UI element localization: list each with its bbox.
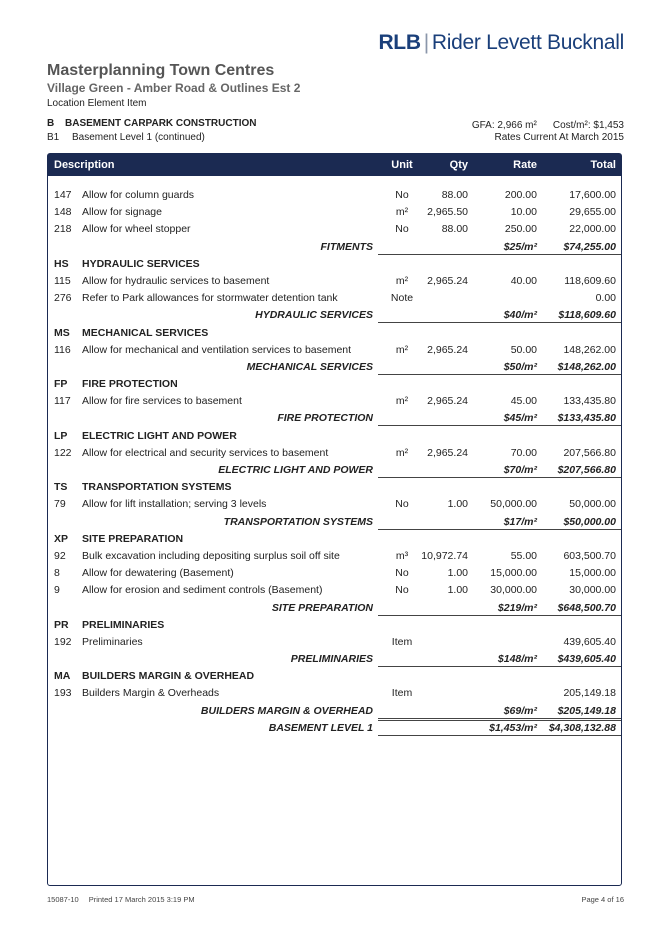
item-code: 122: [54, 446, 72, 459]
item-total: 50,000.00: [569, 498, 616, 511]
group-code: XP: [54, 532, 69, 545]
subtotal-total: $118,609.60: [558, 309, 616, 322]
item-rate: 50,000.00: [490, 498, 537, 511]
item-rate: 40.00: [510, 274, 537, 287]
subtotal-total: $205,149.18: [557, 704, 616, 717]
item-description: Allow for fire services to basement: [82, 395, 242, 408]
item-unit: Item: [391, 687, 413, 700]
table-row: [48, 634, 621, 651]
group-title: SITE PREPARATION: [82, 532, 184, 545]
subsection-heading: [47, 132, 205, 143]
item-rate: 10.00: [510, 206, 537, 219]
group-title: BUILDERS MARGIN & OVERHEAD: [82, 670, 255, 683]
col-description: Description: [54, 159, 115, 171]
item-description: Allow for erosion and sediment controls (Basement): [82, 584, 323, 597]
col-total: Total: [590, 159, 616, 171]
item-code: 276: [54, 292, 72, 305]
subtotal-label: PRELIMINARIES: [290, 653, 373, 666]
subtotal-rate: $69/m²: [503, 704, 537, 717]
item-qty: 10,972.74: [421, 549, 468, 562]
item-total: 133,435.80: [563, 395, 616, 408]
item-code: 148: [54, 206, 72, 219]
subtotal-rate: $50/m²: [503, 360, 537, 373]
table-row: [48, 393, 621, 410]
table-row: [48, 496, 621, 513]
item-description: Allow for column guards: [82, 189, 195, 201]
subtotal-rate: $25/m²: [503, 240, 537, 253]
table-row: [48, 445, 621, 462]
item-code: 115: [54, 274, 71, 287]
group-title: FIRE PROTECTION: [82, 378, 178, 391]
item-code: 92: [54, 549, 66, 562]
rates-current: Rates Current At March 2015: [494, 132, 624, 143]
subtotal-rule: [378, 718, 621, 719]
cost-per-m2: Cost/m²: $1,453: [552, 120, 624, 131]
page-subtitle: Village Green - Amber Road & Outlines Est 2: [47, 81, 301, 95]
subtotal-row: [48, 651, 621, 668]
item-total: 22,000.00: [569, 223, 616, 236]
item-code: 79: [54, 498, 66, 511]
item-qty: 2,965.24: [427, 274, 468, 287]
section-code: B: [47, 118, 55, 129]
section-heading: [47, 118, 256, 129]
group-code: TS: [54, 481, 68, 494]
item-total: 439,605.40: [563, 635, 616, 648]
subtotal-row: [48, 514, 621, 531]
group-code: MA: [54, 670, 71, 683]
item-rate: 200.00: [504, 189, 537, 201]
item-unit: No: [395, 567, 409, 580]
item-description: Allow for hydraulic services to basement: [82, 274, 270, 287]
group-code: HS: [54, 257, 69, 270]
item-code: 192: [54, 635, 72, 648]
subtotal-rule: [378, 666, 621, 667]
table-row: [48, 685, 621, 702]
item-total: 30,000.00: [569, 584, 616, 597]
item-code: 116: [54, 343, 71, 356]
item-unit: Item: [391, 635, 413, 648]
subtotal-rate: $70/m²: [503, 464, 537, 476]
item-description: Allow for signage: [82, 206, 162, 219]
item-description: Bulk excavation including depositing surplus soil off site: [82, 549, 340, 562]
group-heading-row: [48, 617, 621, 634]
subtotal-rate: $148/m²: [497, 653, 537, 666]
subtotal-total: $648,500.70: [557, 601, 616, 614]
subsection-code: B1: [47, 132, 60, 143]
subtotal-label: ELECTRIC LIGHT AND POWER: [218, 464, 373, 476]
subtotal-label: FIRE PROTECTION: [277, 412, 373, 425]
level-legend: Location Element Item: [47, 98, 147, 109]
group-heading-row: [48, 428, 621, 445]
item-total: 148,262.00: [563, 343, 616, 356]
group-code: LP: [54, 429, 68, 442]
item-unit: m²: [395, 395, 409, 408]
subtotal-total: $74,255.00: [563, 240, 616, 253]
item-unit: m²: [395, 343, 409, 356]
item-qty: 2,965.24: [427, 446, 468, 459]
item-total: 17,600.00: [569, 189, 616, 201]
group-code: FP: [54, 378, 68, 391]
table-row: [48, 187, 621, 204]
item-total: 207,566.80: [563, 446, 616, 459]
subtotal-label: FITMENTS: [320, 240, 373, 253]
group-heading-row: [48, 376, 621, 393]
item-unit: m³: [395, 549, 409, 562]
item-qty: 1.00: [447, 584, 468, 597]
subtotal-total: $4,308,132.88: [548, 721, 616, 734]
cost-table: [47, 153, 622, 886]
subtotal-row: [48, 359, 621, 376]
subtotal-rule: [378, 735, 621, 736]
item-unit: m²: [395, 206, 409, 219]
section-name: BASEMENT CARPARK CONSTRUCTION: [65, 118, 257, 129]
logo-short: RLB: [378, 31, 421, 54]
item-code: 193: [54, 687, 72, 700]
item-rate: 45.00: [510, 395, 537, 408]
item-description: Refer to Park allowances for stormwater detention tank: [82, 292, 338, 305]
item-description: Allow for dewatering (Basement): [82, 567, 234, 580]
subtotal-rule: [378, 374, 621, 375]
item-code: 9: [54, 584, 60, 597]
col-qty: Qty: [449, 159, 468, 171]
subtotal-rate: $17/m²: [503, 515, 537, 528]
subtotal-label: BUILDERS MARGIN & OVERHEAD: [200, 704, 373, 717]
subtotal-label: MECHANICAL SERVICES: [246, 360, 373, 373]
subtotal-rule: [378, 477, 621, 478]
table-row: [48, 290, 621, 307]
subtotal-total: $439,605.40: [557, 653, 616, 666]
group-heading-row: [48, 531, 621, 548]
item-qty: 2,965.24: [427, 395, 468, 408]
subtotal-total: $207,566.80: [557, 464, 616, 476]
subtotal-label: SITE PREPARATION: [271, 601, 373, 614]
item-rate: 250.00: [504, 223, 537, 236]
logo-full: Rider Levett Bucknall: [431, 31, 624, 54]
subtotal-rule: [378, 322, 621, 323]
table-row: [48, 273, 621, 290]
subtotal-rule: [378, 615, 621, 616]
subtotal-rule: [378, 425, 621, 426]
item-rate: 50.00: [510, 343, 537, 356]
subtotal-rate: $45/m²: [503, 412, 537, 425]
group-heading-row: [48, 256, 621, 273]
item-unit: m²: [395, 274, 409, 287]
table-row: [48, 342, 621, 359]
subtotal-row: [48, 462, 621, 479]
item-qty: 2,965.24: [427, 343, 468, 356]
table-row: [48, 565, 621, 582]
item-qty: 2,965.50: [427, 206, 468, 219]
subtotal-row: [48, 307, 621, 324]
subtotal-row: [48, 239, 621, 256]
item-rate: 30,000.00: [490, 584, 537, 597]
printed-date: Printed 17 March 2015 3:19 PM: [88, 895, 195, 904]
table-header: [48, 154, 621, 176]
item-total: 603,500.70: [563, 549, 616, 562]
item-qty: 88.00: [441, 189, 468, 201]
item-unit: No: [395, 223, 409, 236]
subtotal-rate: $219/m²: [497, 601, 537, 614]
table-row: [48, 204, 621, 221]
page-title: Masterplanning Town Centres: [47, 62, 275, 79]
item-total: 15,000.00: [569, 567, 616, 580]
table-body: [48, 187, 621, 737]
item-description: Allow for electrical and security services to basement: [82, 446, 329, 459]
item-total: 118,609.60: [564, 274, 616, 287]
total-rule: [378, 720, 621, 721]
table-row: [48, 582, 621, 599]
group-title: PRELIMINARIES: [82, 618, 165, 631]
subtotal-rate: $1,453/m²: [489, 721, 537, 734]
item-description: Builders Margin & Overheads: [82, 687, 220, 700]
item-description: Allow for mechanical and ventilation services to basement: [82, 343, 352, 356]
item-code: 117: [54, 395, 71, 408]
item-rate: 55.00: [510, 549, 537, 562]
subtotal-total: $50,000.00: [563, 515, 616, 528]
subtotal-total: $148,262.00: [557, 360, 616, 373]
item-total: 205,149.18: [563, 687, 616, 700]
group-heading-row: [48, 479, 621, 496]
item-rate: 70.00: [510, 446, 537, 459]
group-code: PR: [54, 618, 69, 631]
col-rate: Rate: [513, 159, 537, 171]
table-row: [48, 548, 621, 565]
item-total: 29,655.00: [569, 206, 616, 219]
item-unit: No: [395, 498, 409, 511]
group-heading-row: [48, 668, 621, 685]
subtotal-rule: [378, 529, 621, 530]
group-title: ELECTRIC LIGHT AND POWER: [82, 429, 237, 442]
item-qty: 1.00: [447, 567, 468, 580]
grand-total-row: [48, 720, 621, 737]
subtotal-label: HYDRAULIC SERVICES: [255, 309, 373, 322]
footer-left: [47, 895, 195, 904]
gfa-info: [472, 120, 624, 131]
subtotal-rate: $40/m²: [503, 309, 537, 322]
subtotal-row: [48, 703, 621, 720]
subsection-name: Basement Level 1 (continued): [72, 132, 205, 143]
group-title: MECHANICAL SERVICES: [82, 326, 209, 339]
item-description: Allow for lift installation; serving 3 levels: [82, 498, 267, 511]
item-code: 147: [54, 189, 72, 201]
item-description: Allow for wheel stopper: [82, 223, 191, 236]
item-unit: No: [395, 189, 409, 201]
page-number: Page 4 of 16: [581, 895, 624, 904]
item-unit: m²: [395, 446, 409, 459]
item-rate: 15,000.00: [490, 567, 537, 580]
subtotal-row: [48, 600, 621, 617]
item-qty: 88.00: [441, 223, 468, 236]
item-qty: 1.00: [447, 498, 468, 511]
item-unit: No: [395, 584, 409, 597]
job-number: 15087-10: [47, 895, 79, 904]
company-logo: RLB | Rider Levett Bucknall: [378, 31, 624, 54]
gfa-value: GFA: 2,966 m²: [471, 120, 537, 131]
item-code: 8: [54, 567, 60, 580]
subtotal-row: [48, 410, 621, 427]
item-code: 218: [54, 223, 72, 236]
item-unit: Note: [390, 292, 414, 305]
group-title: HYDRAULIC SERVICES: [82, 257, 200, 270]
group-title: TRANSPORTATION SYSTEMS: [82, 481, 232, 494]
subtotal-label: BASEMENT LEVEL 1: [268, 721, 373, 734]
group-heading-row: [48, 325, 621, 342]
item-total: 0.00: [595, 292, 616, 305]
subtotal-label: TRANSPORTATION SYSTEMS: [223, 515, 373, 528]
group-code: MS: [54, 326, 70, 339]
subtotal-total: $133,435.80: [557, 412, 616, 425]
table-row: [48, 221, 621, 238]
item-description: Preliminaries: [82, 635, 143, 648]
subtotal-rule: [378, 254, 621, 255]
col-unit: Unit: [391, 159, 413, 171]
